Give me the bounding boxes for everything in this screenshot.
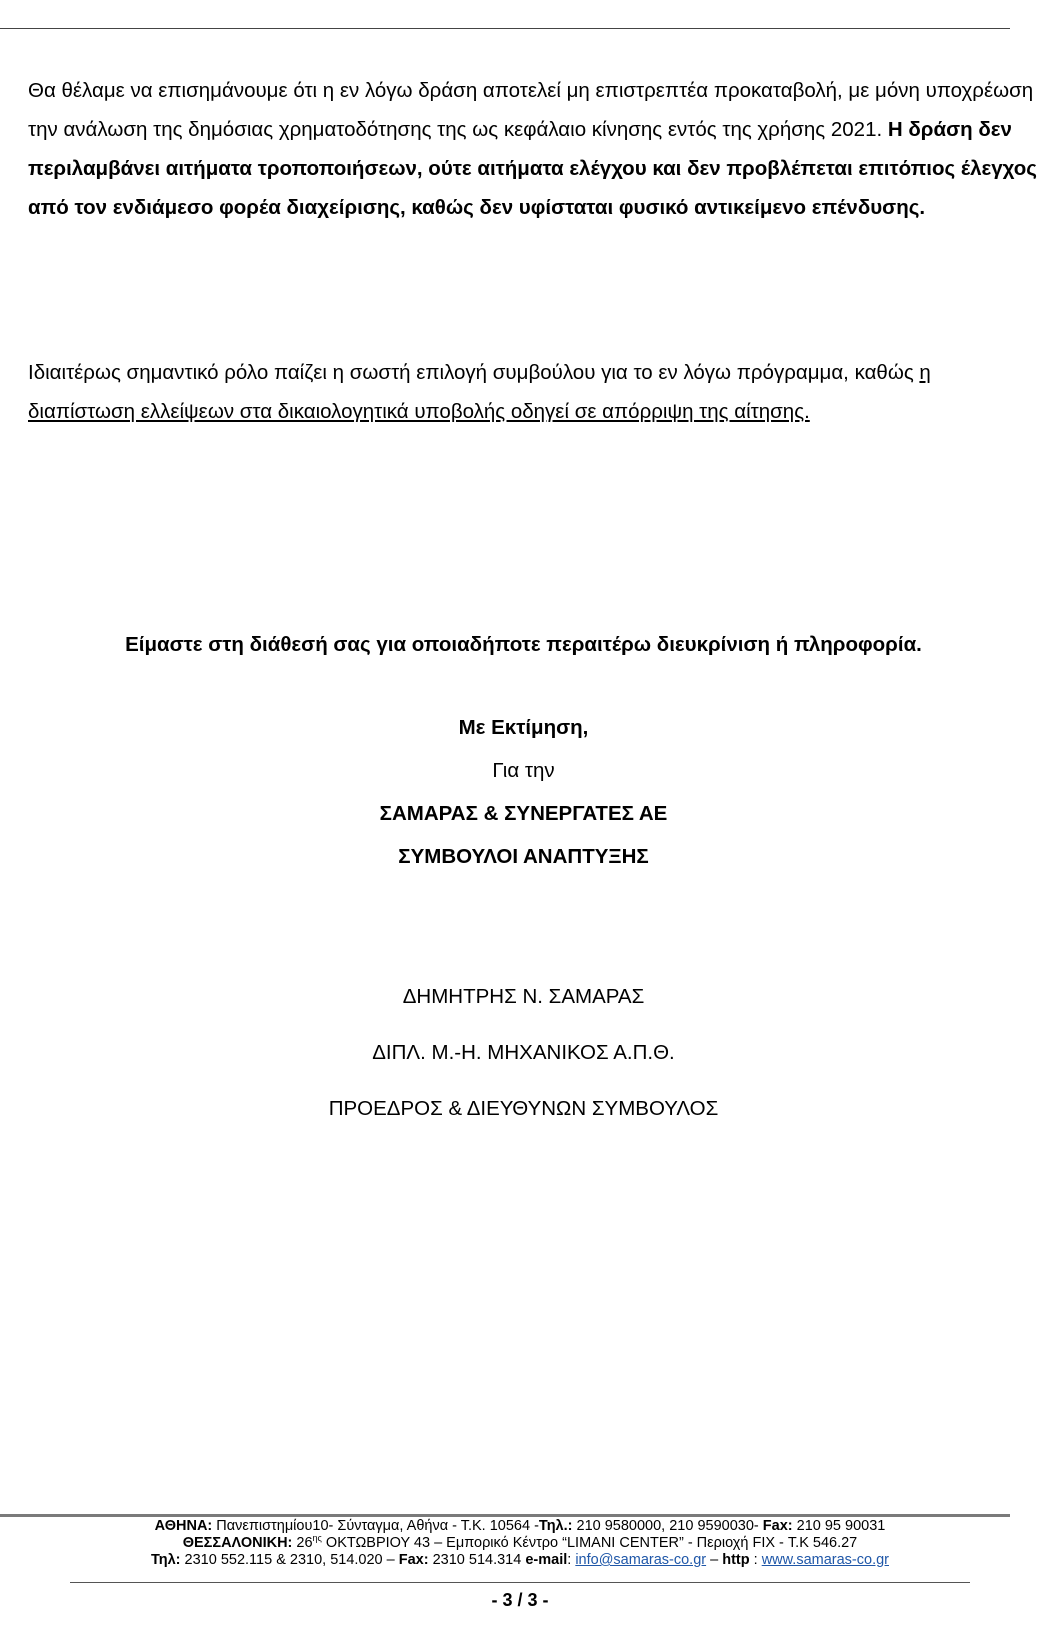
- footer-thessaloniki-line: [0, 1535, 1040, 1551]
- paragraph-advance-payment: [28, 71, 1043, 227]
- header-rule: [0, 28, 1010, 29]
- http-separator: –: [706, 1552, 723, 1568]
- tel-label: Τηλ.:: [538, 1518, 573, 1534]
- http-label: http: [722, 1552, 750, 1568]
- athens-tel: 210 9580000, 210 9590030-: [572, 1518, 763, 1534]
- paragraph-bold-text: Η δράση δεν περιλαμβάνει αιτήματα τροποποιήσεων, ούτε αιτήματα ελέγχου και δεν προβλέπεται επιτόπιος έλεγχος από τον ενδιάμεσο φορέα διαχείρισης, καθώς δεν υφίσταται φυσικό αντικείμενο επένδυσης.: [28, 118, 1037, 219]
- signer-degree: ΔΙΠΛ. Μ.-Η. ΜΗΧΑΝΙΚΟΣ Α.Π.Θ.: [372, 1041, 675, 1064]
- footer-rule: [0, 1514, 1010, 1517]
- footer-athens-line: [0, 1518, 1040, 1534]
- paragraph-text: Θα θέλαμε να επισημάνουμε ότι η εν λόγω δράση αποτελεί μη επιστρεπτέα προκαταβολή, με μόνη υποχρέωση την ανάλωση της δημόσιας χρηματοδότησης της ως κεφάλαιο κίνησης εντός της χρήσης 2021.: [28, 79, 1034, 141]
- company-subtitle: ΣΥΜΒΟΥΛΟΙ ΑΝΑΠΤΥΞΗΣ: [398, 845, 649, 868]
- thess-tel: 2310 552.115 & 2310, 514.020 –: [180, 1552, 399, 1568]
- signer-position: ΠΡΟΕΔΡΟΣ & ΔΙΕΥΘΥΝΩΝ ΣΥΜΒΟΥΛΟΣ: [328, 1097, 719, 1120]
- paragraph-underlined-text: η διαπίστωση ελλείψεων στα δικαιολογητικά υποβολής οδηγεί σε απόρριψη της αίτησης.: [28, 361, 931, 423]
- athens-label: ΑΘΗΝΑ:: [154, 1518, 213, 1534]
- thess-address: ΟΚΤΩΒΡΙΟΥ 43 – Εμπορικό Κέντρο “LIMANI CENTER” - Περιοχή FIX - Τ.Κ 546.27: [321, 1535, 858, 1551]
- paragraph-consultant: [28, 353, 1043, 431]
- page-number-rule: [70, 1582, 970, 1583]
- athens-fax: 210 95 90031: [792, 1518, 886, 1534]
- regards-line: Με Εκτίμηση,: [458, 716, 589, 739]
- email-link[interactable]: info@samaras-co.gr: [575, 1552, 707, 1568]
- page-number: - 3 / 3 -: [491, 1590, 549, 1610]
- http-colon: :: [749, 1552, 762, 1568]
- thessaloniki-label: ΘΕΣΣΑΛΟΝΙΚΗ:: [182, 1535, 293, 1551]
- footer-contact-line: [0, 1552, 1040, 1568]
- thess-tel-label: Τηλ:: [150, 1552, 181, 1568]
- company-name: ΣΑΜΑΡΑΣ & ΣΥΝΕΡΓΑΤΕΣ ΑΕ: [379, 802, 668, 825]
- thess-fax-label: Fax:: [398, 1552, 429, 1568]
- website-link[interactable]: www.samaras-co.gr: [761, 1552, 889, 1568]
- thess-day-suffix: ης: [312, 1533, 322, 1544]
- thess-fax: 2310 514.314: [428, 1552, 526, 1568]
- fax-label: Fax:: [762, 1518, 793, 1534]
- for-line: Για την: [492, 759, 555, 782]
- thess-day: 26: [292, 1535, 313, 1551]
- athens-address: Πανεπιστημίου10- Σύνταγμα, Αθήνα - Τ.Κ. 10564 -: [212, 1518, 539, 1534]
- availability-statement: Είμαστε στη διάθεσή σας για οποιαδήποτε περαιτέρω διευκρίνιση ή πληροφορία.: [125, 633, 922, 656]
- email-separator: :: [567, 1552, 576, 1568]
- paragraph-text: Ιδιαιτέρως σημαντικό ρόλο παίζει η σωστή επιλογή συμβούλου για το εν λόγω πρόγραμμα, καθώς: [28, 361, 920, 384]
- signer-name: ΔΗΜΗΤΡΗΣ Ν. ΣΑΜΑΡΑΣ: [402, 985, 645, 1008]
- email-label: e-mail: [525, 1552, 568, 1568]
